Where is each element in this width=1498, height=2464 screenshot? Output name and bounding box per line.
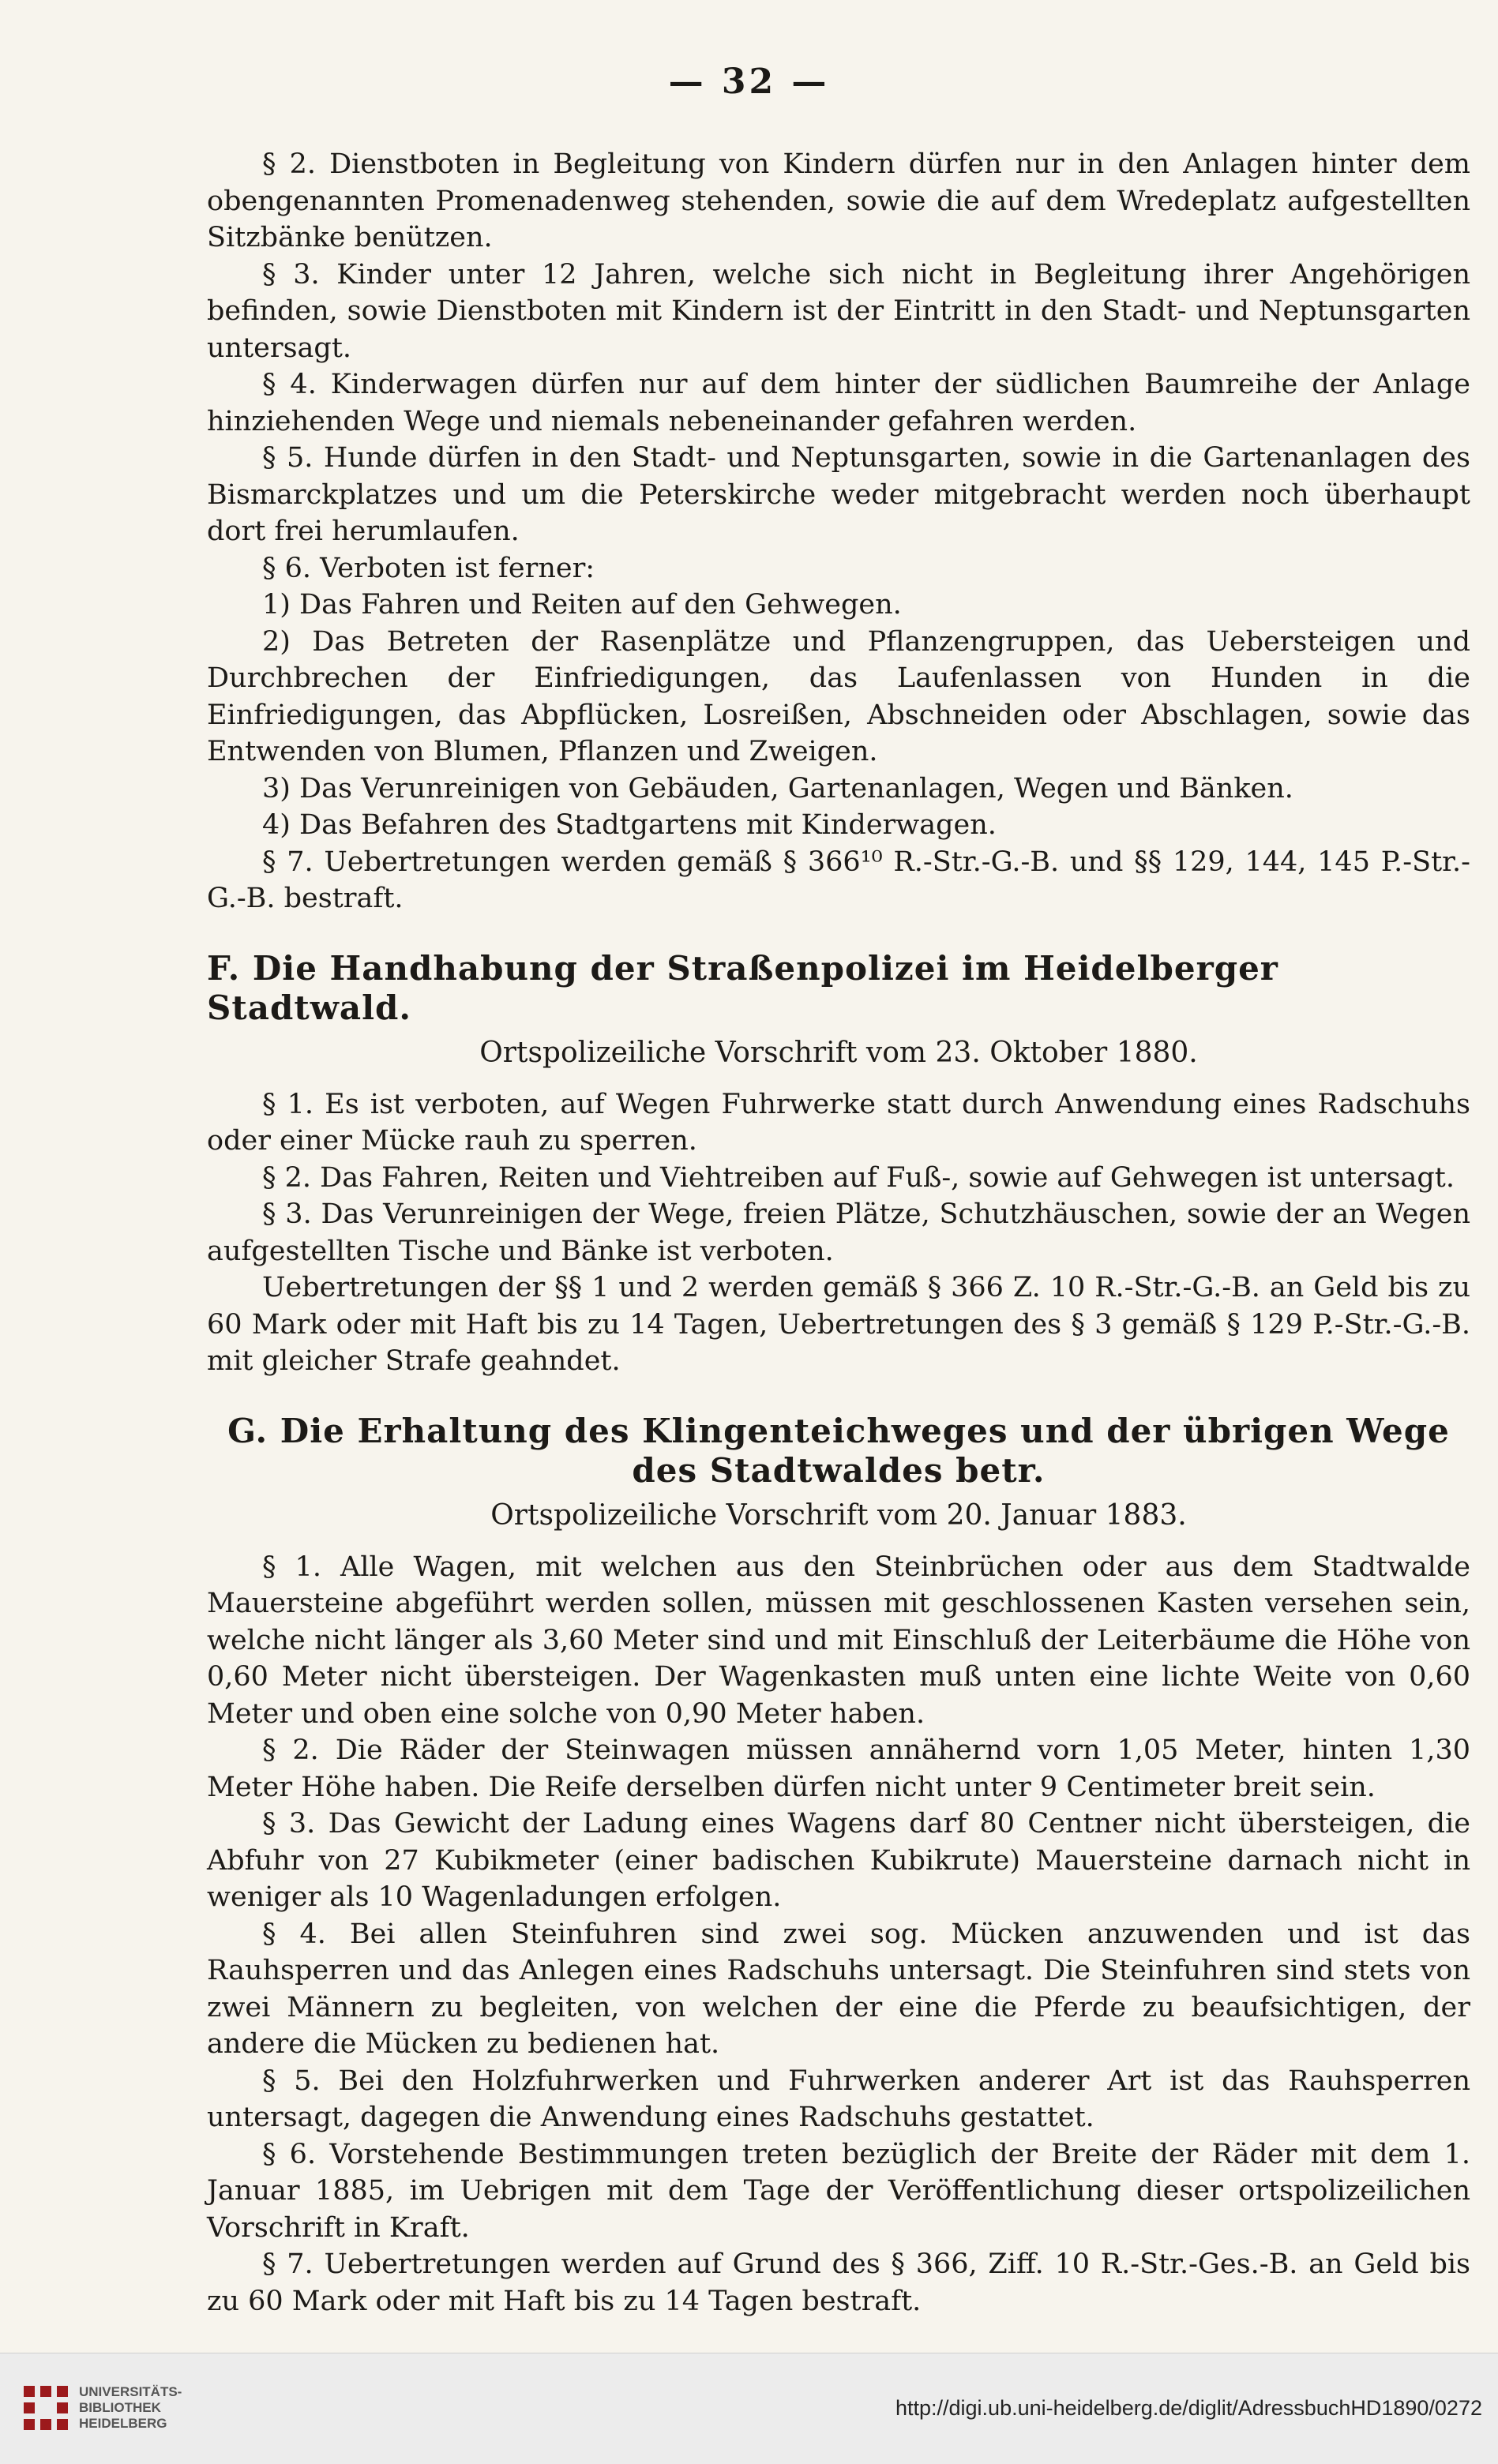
list-item: 3) Das Verunreinigen von Gebäuden, Gartenanlagen, Wegen und Bänken. [262,772,1293,804]
section-f-heading: F. Die Handhabung der Straßenpolizei im Heidelberger Stadtwald. [207,948,1278,1027]
top-section [207,146,1470,917]
library-logo-icon [24,2386,68,2430]
paragraph: § 6. Verboten ist ferner: [262,552,595,584]
source-url-link[interactable]: http://digi.ub.uni-heidelberg.de/diglit/AdressbuchHD1890/0272 [895,2396,1482,2420]
logo-line: UNIVERSITÄTS- [79,2384,182,2399]
paragraph: § 3. Das Gewicht der Ladung eines Wagens darf 80 Centner nicht übersteigen, die Abfuhr von 27 Kubikmeter (einer badischen Kubikrute) Mauersteine darnach nicht in weniger als 10 Wagenladungen erfolgen. [207,1808,1470,1913]
paragraph: § 3. Kinder unter 12 Jahren, welche sich nicht in Begleitung ihrer Angehörigen befinden, sowie Dienstboten mit Kindern ist der Eintritt in den Stadt- und Neptunsgarten untersagt. [207,258,1470,364]
paragraph: § 1. Alle Wagen, mit welchen aus den Steinbrüchen oder aus dem Stadtwalde Mauersteine abgeführt werden sollen, müssen mit geschlossenen Kasten versehen sein, welche nicht länger als 3,60 Meter sind und mit Einschluß der Leiterbäume die Höhe von 0,60 Meter nicht übersteigen. Der Wagenkasten muß unten eine lichte Weite von 0,60 Meter und oben eine solche von 0,90 Meter haben. [207,1551,1470,1730]
section-g-heading-line2: des Stadtwaldes betr. [632,1450,1046,1490]
section-g [207,1412,1470,2320]
paragraph: § 4. Kinderwagen dürfen nur auf dem hinter der südlichen Baumreihe der Anlage hinziehenden Wege und niemals nebeneinander gefahren werden. [207,369,1470,437]
paragraph: § 2. Die Räder der Steinwagen müssen annähernd vorn 1,05 Meter, hinten 1,30 Meter Höhe haben. Die Reife derselben dürfen nicht unter 9 Centimeter breit sein. [207,1735,1470,1803]
paragraph: § 3. Das Verunreinigen der Wege, freien Plätze, Schutzhäuschen, sowie der an Wegen aufgestellten Tische und Bänke ist verboten. [207,1198,1470,1267]
section-f [207,949,1470,1380]
list-item: 4) Das Befahren des Stadtgartens mit Kinderwagen. [262,809,997,841]
section-g-heading-line1: G. Die Erhaltung des Klingenteichweges und der übrigen Wege [227,1411,1450,1450]
section-f-subtitle: Ortspolizeiliche Vorschrift vom 23. Oktober 1880. [479,1036,1198,1069]
paragraph: § 7. Uebertretungen werden gemäß § 366¹⁰ R.-Str.-G.-B. und §§ 129, 144, 145 P.-Str.-G.-B. bestraft. [207,846,1470,914]
paragraph: § 1. Es ist verboten, auf Wegen Fuhrwerke statt durch Anwendung eines Radschuhs oder einer Mücke rauh zu sperren. [207,1088,1470,1157]
paragraph: § 4. Bei allen Steinfuhren sind zwei sog. Mücken anzuwenden und ist das Rauhsperren und das Anlegen eines Radschuhs untersagt. Die Steinfuhren sind stets von zwei Männern zu begleiten, von welchen der eine die Pferde zu beaufsichtigen, der andere die Mücken zu bedienen hat. [207,1918,1470,2060]
paragraph: Uebertretungen der §§ 1 und 2 werden gemäß § 366 Z. 10 R.-Str.-G.-B. an Geld bis zu 60 Mark oder mit Haft bis zu 14 Tagen, Uebertretungen des § 3 gemäß § 129 P.-Str.-G.-B. mit gleicher Strafe geahndet. [207,1272,1470,1377]
paragraph: § 2. Das Fahren, Reiten und Viehtreiben auf Fuß-, sowie auf Gehwegen ist untersagt. [262,1161,1455,1194]
library-logo-text [79,2384,182,2432]
page-number: — 32 — [668,62,830,102]
page-text [207,146,1470,2320]
paragraph: § 7. Uebertretungen werden auf Grund des § 366, Ziff. 10 R.-Str.-Ges.-B. an Geld bis zu 60 Mark oder mit Haft bis zu 14 Tagen bestraft. [207,2248,1470,2317]
paragraph: § 5. Bei den Holzfuhrwerken und Fuhrwerken anderer Art ist das Rauhsperren untersagt, dagegen die Anwendung eines Radschuhs gestattet. [207,2065,1470,2133]
list-item: 1) Das Fahren und Reiten auf den Gehwegen. [262,589,902,621]
library-logo[interactable] [24,2365,213,2451]
logo-line: BIBLIOTHEK [79,2400,161,2415]
list-item: 2) Das Betreten der Rasenplätze und Pflanzengruppen, das Uebersteigen und Durchbrechen der Einfriedigungen, das Laufenlassen von Hunden in die Einfriedigungen, das Abpflücken, Losreißen, Abschneiden oder Abschlagen, sowie das Entwenden von Blumen, Pflanzen und Zweigen. [207,625,1470,767]
section-g-heading [207,1412,1470,1491]
paragraph: § 6. Vorstehende Bestimmungen treten bezüglich der Breite der Räder mit dem 1. Januar 1885, im Uebrigen mit dem Tage der Veröffentlichung dieser ortspolizeilichen Vorschrift in Kraft. [207,2138,1470,2244]
paragraph: § 2. Dienstboten in Begleitung von Kindern dürfen nur in den Anlagen hinter dem obengenannten Promenadenweg stehenden, sowie die auf dem Wredeplatz aufgestellten Sitzbänke benützen. [207,148,1470,253]
logo-line: HEIDELBERG [79,2416,167,2431]
section-g-subtitle: Ortspolizeiliche Vorschrift vom 20. Januar 1883. [490,1498,1187,1532]
paragraph: § 5. Hunde dürfen in den Stadt- und Neptunsgarten, sowie in die Gartenanlagen des Bismarckplatzes und um die Peterskirche weder mitgebracht werden noch überhaupt dort frei herumlaufen. [207,442,1470,547]
